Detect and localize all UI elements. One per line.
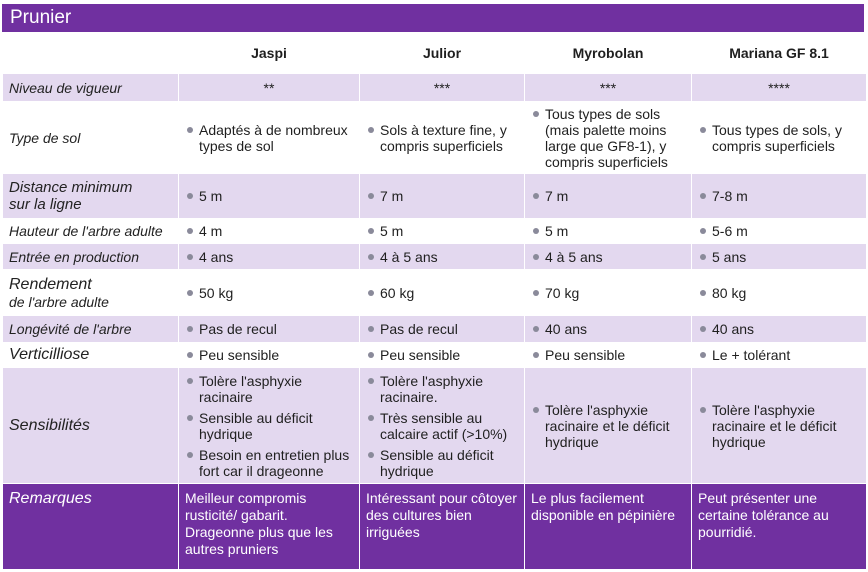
list-item: Peu sensible	[185, 347, 353, 363]
row-label-line1: Distance minimum	[9, 179, 133, 196]
list-item: 4 ans	[185, 249, 353, 265]
list-item: Sensible au déficit hydrique	[366, 447, 518, 479]
row-label: Niveau de vigueur	[3, 74, 179, 102]
cell: Meilleur compromis rusticité/ gabarit. Drageonne plus que les autres pruniers	[179, 484, 360, 570]
list-item: Sensible au déficit hydrique	[185, 410, 353, 442]
cell: ***	[360, 74, 525, 102]
cell	[360, 343, 525, 368]
header-col-jaspi: Jaspi	[179, 33, 360, 74]
row-verticilliose	[3, 343, 867, 368]
row-label: Hauteur de l'arbre adulte	[3, 219, 179, 244]
list-item: Tolère l'asphyxie racinaire et le déficit hydrique	[698, 402, 860, 450]
header-row	[3, 33, 867, 74]
list-item: 70 kg	[531, 285, 685, 301]
cell	[692, 244, 867, 270]
table-title: Prunier	[2, 4, 864, 32]
row-label: Longévité de l'arbre	[3, 316, 179, 343]
cell	[360, 219, 525, 244]
list-item: 50 kg	[185, 285, 353, 301]
row-label-line1: Rendement	[9, 275, 92, 293]
cell	[525, 270, 692, 316]
cell: Intéressant pour côtoyer des cultures bien irriguées	[360, 484, 525, 570]
list-item: Peu sensible	[531, 347, 685, 363]
cell	[360, 244, 525, 270]
cell	[525, 102, 692, 174]
row-longevite	[3, 316, 867, 343]
cell: ***	[525, 74, 692, 102]
list-item: Tous types de sols, y compris superficiels	[698, 122, 860, 154]
header-col-mariana: Mariana GF 8.1	[692, 33, 867, 74]
cell	[692, 270, 867, 316]
list-item: 7-8 m	[698, 188, 860, 204]
cell	[179, 343, 360, 368]
list-item: 40 ans	[531, 321, 685, 337]
list-item: Besoin en entretien plus fort car il drageonne	[185, 447, 353, 479]
list-item: 80 kg	[698, 285, 860, 301]
cell	[179, 102, 360, 174]
row-label: Entrée en production	[3, 244, 179, 270]
cell	[525, 368, 692, 484]
list-item: Tolère l'asphyxie racinaire et le déficit hydrique	[531, 402, 685, 450]
row-hauteur	[3, 219, 867, 244]
cell	[179, 316, 360, 343]
cell	[692, 219, 867, 244]
cell	[692, 316, 867, 343]
list-item: 4 m	[185, 223, 353, 239]
row-label	[3, 270, 179, 316]
row-remarques	[3, 484, 867, 570]
cell	[525, 244, 692, 270]
cell	[525, 174, 692, 219]
row-label: Sensibilités	[3, 368, 179, 484]
cell	[525, 316, 692, 343]
row-label: Verticilliose	[3, 343, 179, 368]
row-label-line2: de l'arbre adulte	[9, 293, 109, 310]
list-item: 5 m	[366, 223, 518, 239]
cell: Peut présenter une certaine tolérance au pourridié.	[692, 484, 867, 570]
list-item: 60 kg	[366, 285, 518, 301]
list-item: 4 à 5 ans	[366, 249, 518, 265]
list-item: Pas de recul	[185, 321, 353, 337]
list-item: 40 ans	[698, 321, 860, 337]
cell	[692, 174, 867, 219]
row-distance	[3, 174, 867, 219]
list-item: 5 m	[531, 223, 685, 239]
row-entree	[3, 244, 867, 270]
header-col-julior: Julior	[360, 33, 525, 74]
header-empty	[3, 33, 179, 74]
cell	[360, 316, 525, 343]
rootstock-table	[2, 32, 867, 570]
row-label	[3, 174, 179, 219]
row-label: Remarques	[3, 484, 179, 570]
list-item: Tolère l'asphyxie racinaire.	[366, 373, 518, 405]
row-label-line2: sur la ligne	[9, 196, 82, 213]
cell: ****	[692, 74, 867, 102]
cell	[360, 102, 525, 174]
cell	[179, 219, 360, 244]
cell	[179, 244, 360, 270]
cell	[179, 174, 360, 219]
list-item: Très sensible au calcaire actif (>10%)	[366, 410, 518, 442]
cell	[360, 270, 525, 316]
header-col-myrobolan: Myrobolan	[525, 33, 692, 74]
list-item: Sols à texture fine, y compris superficiels	[366, 122, 518, 154]
cell: **	[179, 74, 360, 102]
list-item: Le + tolérant	[698, 347, 860, 363]
row-sensibilites	[3, 368, 867, 484]
list-item: 5 ans	[698, 249, 860, 265]
list-item: 5 m	[185, 188, 353, 204]
cell	[525, 343, 692, 368]
row-vigueur	[3, 74, 867, 102]
list-item: Tous types de sols (mais palette moins large que GF8-1), y compris superficiels	[531, 106, 685, 170]
list-item: Tolère l'asphyxie racinaire	[185, 373, 353, 405]
row-sol	[3, 102, 867, 174]
cell: Le plus facilement disponible en pépinière	[525, 484, 692, 570]
cell	[179, 270, 360, 316]
list-item: 5-6 m	[698, 223, 860, 239]
list-item: 7 m	[366, 188, 518, 204]
cell	[692, 102, 867, 174]
cell	[525, 219, 692, 244]
cell	[360, 174, 525, 219]
list-item: Adaptés à de nombreux types de sol	[185, 122, 353, 154]
list-item: 4 à 5 ans	[531, 249, 685, 265]
row-label: Type de sol	[3, 102, 179, 174]
cell	[360, 368, 525, 484]
list-item: Peu sensible	[366, 347, 518, 363]
cell	[692, 368, 867, 484]
row-rendement	[3, 270, 867, 316]
list-item: 7 m	[531, 188, 685, 204]
cell	[179, 368, 360, 484]
cell	[692, 343, 867, 368]
list-item: Pas de recul	[366, 321, 518, 337]
